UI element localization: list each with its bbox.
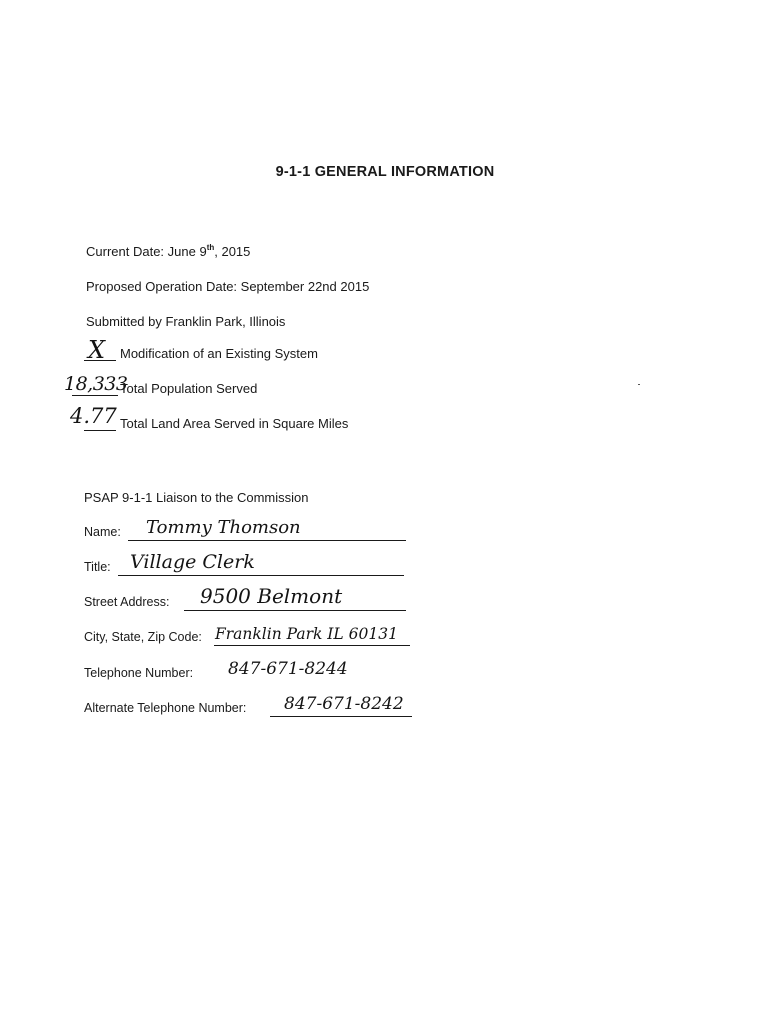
submitted-by: Submitted by Franklin Park, Illinois bbox=[86, 314, 286, 329]
field-title-label: Title: bbox=[84, 560, 111, 574]
field-street-value: 9500 Belmont bbox=[200, 584, 343, 608]
checklist-label: Modification of an Existing System bbox=[120, 346, 318, 361]
field-street-label: Street Address: bbox=[84, 595, 170, 609]
proposed-operation-date: Proposed Operation Date: September 22nd 2015 bbox=[86, 279, 370, 294]
field-telephone-label: Telephone Number: bbox=[84, 666, 194, 680]
field-alt-telephone-value: 847-671-8242 bbox=[284, 694, 404, 714]
field-title-line bbox=[118, 575, 404, 576]
checklist-label: Total Population Served bbox=[120, 381, 258, 396]
checklist-blank bbox=[72, 395, 118, 396]
field-street-line bbox=[184, 610, 406, 611]
field-alt-telephone-label: Alternate Telephone Number: bbox=[84, 701, 247, 715]
field-city-line bbox=[214, 645, 410, 646]
field-city-state-zip bbox=[84, 622, 424, 646]
checklist-handwritten-population: 18,333 bbox=[64, 373, 128, 395]
checklist-handwritten-area: 4.77 bbox=[70, 404, 117, 428]
field-city-label: City, State, Zip Code: bbox=[84, 630, 202, 644]
current-date-line bbox=[86, 243, 250, 259]
field-name-value: Tommy Thomson bbox=[146, 517, 301, 538]
liaison-heading: PSAP 9-1-1 Liaison to the Commission bbox=[84, 490, 309, 505]
scan-speck bbox=[638, 384, 640, 385]
field-alternate-telephone bbox=[84, 693, 414, 717]
field-title-value: Village Clerk bbox=[130, 551, 255, 573]
checklist-label: Total Land Area Served in Square Miles bbox=[120, 416, 349, 431]
current-date-prefix: Current Date: June 9 bbox=[86, 244, 207, 259]
current-date-suffix: , 2015 bbox=[214, 244, 251, 259]
current-date-superscript: th bbox=[206, 243, 215, 252]
field-name-line bbox=[128, 540, 406, 541]
checklist-blank bbox=[84, 430, 116, 431]
field-name-label: Name: bbox=[84, 525, 121, 539]
checklist-handwritten-x: X bbox=[88, 336, 106, 364]
form-title: 9-1-1 GENERAL INFORMATION bbox=[275, 164, 495, 180]
field-title bbox=[84, 552, 404, 576]
field-alt-telephone-line bbox=[270, 716, 412, 717]
field-telephone bbox=[84, 658, 404, 682]
field-telephone-value: 847-671-8244 bbox=[228, 659, 348, 679]
field-street-address bbox=[84, 584, 406, 611]
field-name bbox=[84, 517, 406, 541]
field-city-value: Franklin Park IL 60131 bbox=[215, 625, 398, 643]
